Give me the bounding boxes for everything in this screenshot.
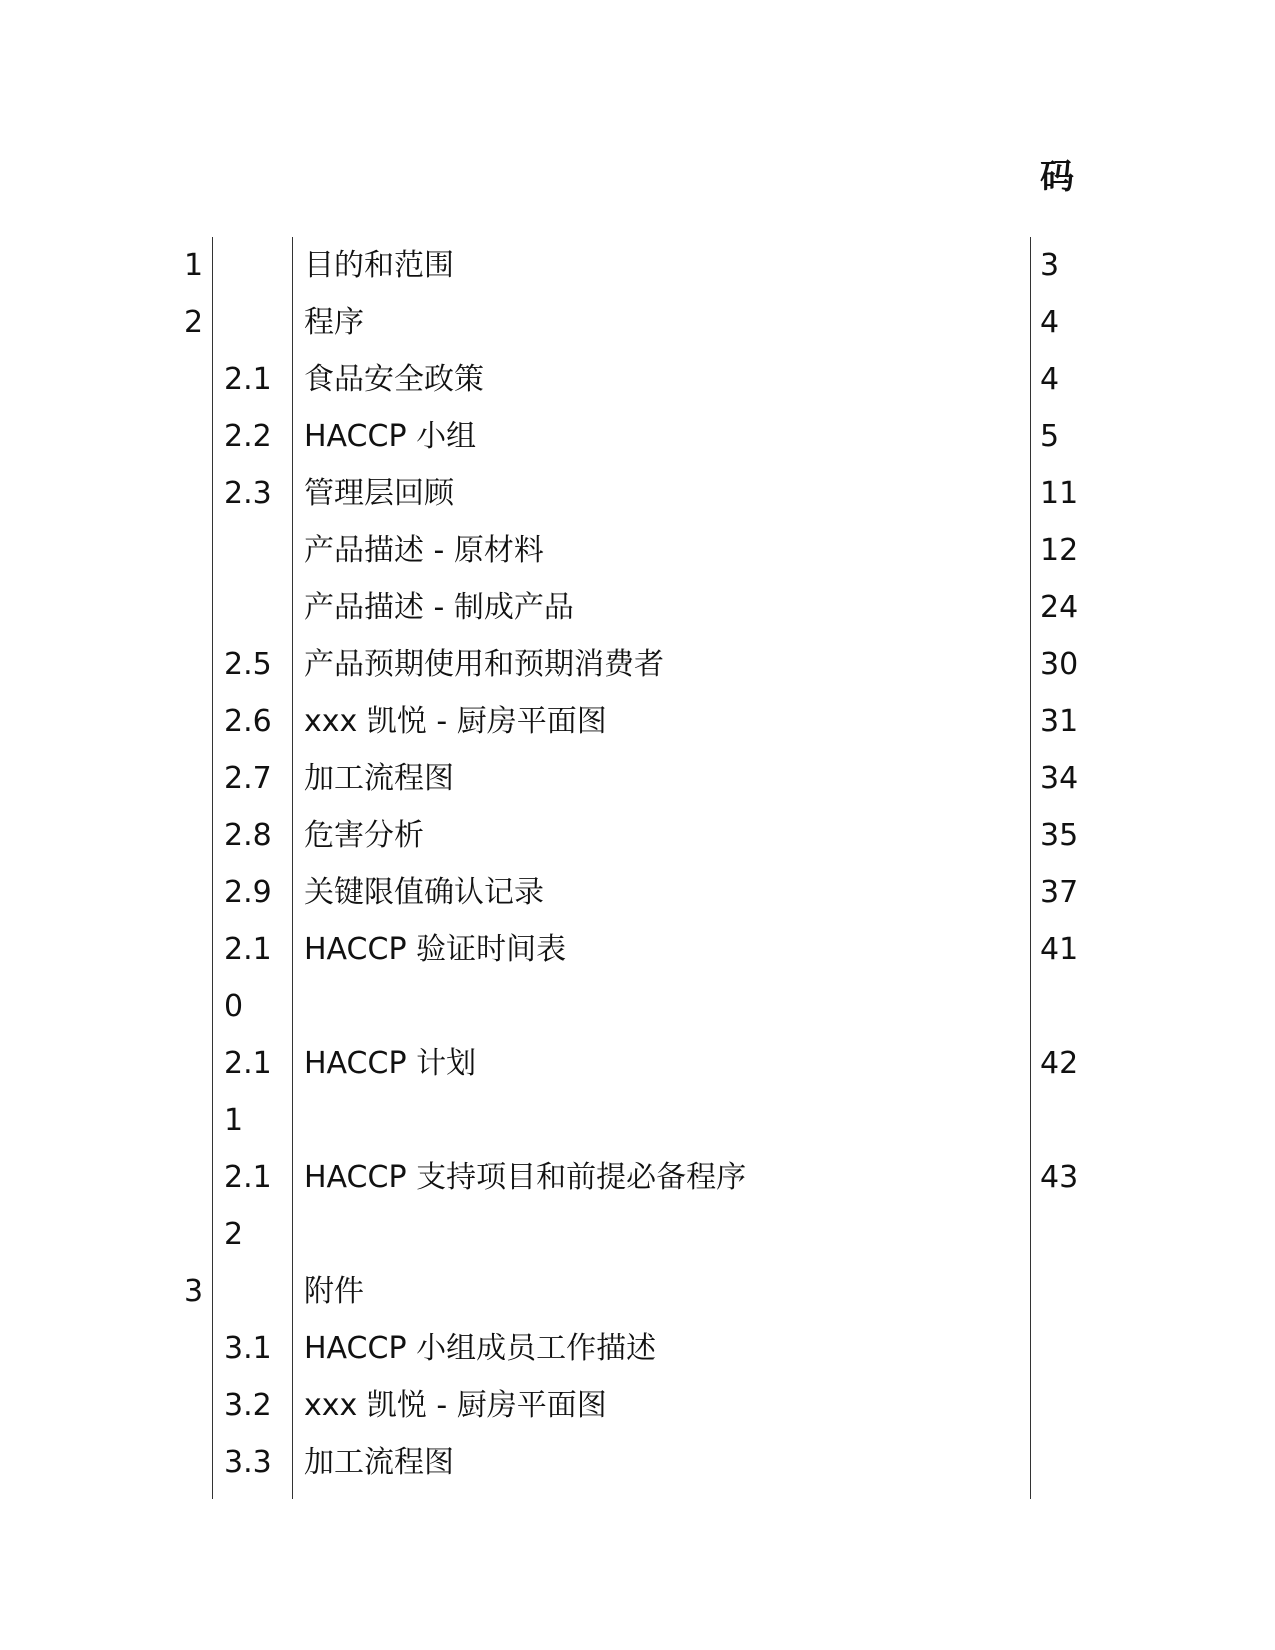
toc-section-number: [184, 408, 208, 465]
toc-row: [0, 237, 1275, 294]
toc-entry-title: 产品预期使用和预期消费者: [304, 647, 664, 682]
toc-page-number: 5: [1040, 419, 1060, 454]
toc-subsection-number: [224, 1263, 288, 1320]
page-header-label: 码: [1040, 157, 1074, 197]
toc-entry-title: 加工流程图: [304, 1445, 454, 1480]
toc-subsection-number: 1: [224, 1103, 244, 1138]
toc-page-number: 4: [1040, 362, 1060, 397]
toc-subsection-number: [224, 294, 288, 351]
toc-page-number: 43: [1040, 1160, 1079, 1195]
toc-entry-title: [304, 978, 1020, 1035]
toc-subsection-number: 2.5: [224, 647, 272, 682]
toc-entry-title: 管理层回顾: [304, 476, 454, 511]
toc-subsection-number: 2.7: [224, 761, 272, 796]
toc-page-number: 37: [1040, 875, 1079, 910]
toc-section-number: [184, 1149, 208, 1206]
toc-entry-title: 关键限值确认记录: [304, 875, 544, 910]
toc-subsection-number: 2.1: [224, 1046, 272, 1081]
toc-section-number: [184, 978, 208, 1035]
toc-row: [0, 1149, 1275, 1206]
toc-row: [0, 750, 1275, 807]
toc-row: [0, 864, 1275, 921]
toc-row: [0, 807, 1275, 864]
toc-section-number: [184, 693, 208, 750]
toc-row: [0, 693, 1275, 750]
toc-section-number: [184, 1320, 208, 1377]
toc-subsection-number: [224, 522, 288, 579]
toc-subsection-number: 2: [224, 1217, 244, 1252]
toc-subsection-number: [224, 579, 288, 636]
toc-page-number: 3: [1040, 248, 1060, 283]
toc-subsection-number: 3.1: [224, 1331, 272, 1366]
toc-subsection-number: 2.8: [224, 818, 272, 853]
toc-subsection-number: 2.9: [224, 875, 272, 910]
toc-section-number: 3: [184, 1274, 204, 1309]
toc-entry-title: [304, 1206, 1020, 1263]
toc-subsection-number: 2.3: [224, 476, 272, 511]
toc-subsection-number: 3.2: [224, 1388, 272, 1423]
toc-section-number: [184, 351, 208, 408]
toc-row: [0, 921, 1275, 978]
toc-page-number: [1040, 1206, 1120, 1263]
toc-entry-title: 食品安全政策: [304, 362, 484, 397]
toc-entry-title: xxx 凯悦 - 厨房平面图: [304, 1388, 607, 1423]
toc-row: [0, 1092, 1275, 1149]
toc-page-number: [1040, 978, 1120, 1035]
toc-subsection-number: 2.1: [224, 1160, 272, 1195]
toc-subsection-number: 0: [224, 989, 244, 1024]
toc-page-number: [1040, 1320, 1120, 1377]
toc-section-number: [184, 1206, 208, 1263]
toc-subsection-number: [224, 237, 288, 294]
toc-page-number: 12: [1040, 533, 1079, 568]
toc-page-number: [1040, 1263, 1120, 1320]
toc-page-number: 35: [1040, 818, 1079, 853]
toc-entry-title: 危害分析: [304, 818, 424, 853]
toc-section-number: [184, 522, 208, 579]
toc-entry-title: 产品描述 - 原材料: [304, 533, 544, 568]
toc-entry-title: HACCP 小组成员工作描述: [304, 1331, 657, 1366]
toc-row: [0, 1035, 1275, 1092]
toc-row: [0, 1377, 1275, 1434]
toc-page-number: 34: [1040, 761, 1079, 796]
toc-row: [0, 465, 1275, 522]
toc-row: [0, 978, 1275, 1035]
toc-section-number: [184, 750, 208, 807]
toc-section-number: [184, 864, 208, 921]
toc-page-number: 24: [1040, 590, 1079, 625]
toc-subsection-number: 2.2: [224, 419, 272, 454]
toc-page-number: 4: [1040, 305, 1060, 340]
toc-page-number: 31: [1040, 704, 1079, 739]
toc-section-number: [184, 465, 208, 522]
toc-entry-title: 产品描述 - 制成产品: [304, 590, 574, 625]
toc-subsection-number: 3.3: [224, 1445, 272, 1480]
toc-page-number: 42: [1040, 1046, 1079, 1081]
toc-row: [0, 1320, 1275, 1377]
toc-entry-title: HACCP 计划: [304, 1046, 477, 1081]
toc-entry-title: 加工流程图: [304, 761, 454, 796]
toc-entry-title: [304, 1092, 1020, 1149]
toc-section-number: [184, 636, 208, 693]
toc-section-number: [184, 921, 208, 978]
toc-row: [0, 522, 1275, 579]
toc-page-number: 30: [1040, 647, 1079, 682]
toc-subsection-number: 2.6: [224, 704, 272, 739]
toc-row: [0, 408, 1275, 465]
toc-section-number: 1: [184, 248, 204, 283]
toc-section-number: 2: [184, 305, 204, 340]
toc-section-number: [184, 1092, 208, 1149]
toc-row: [0, 1434, 1275, 1491]
toc-row: [0, 579, 1275, 636]
toc-section-number: [184, 807, 208, 864]
toc-subsection-number: 2.1: [224, 932, 272, 967]
toc-page-number: [1040, 1434, 1120, 1491]
toc-entry-title: 程序: [304, 305, 364, 340]
toc-entry-title: xxx 凯悦 - 厨房平面图: [304, 704, 607, 739]
toc-subsection-number: 2.1: [224, 362, 272, 397]
toc-page-number: [1040, 1092, 1120, 1149]
toc-row: [0, 636, 1275, 693]
toc-row: [0, 1263, 1275, 1320]
toc-entry-title: HACCP 小组: [304, 419, 477, 454]
toc-entry-title: 附件: [304, 1274, 364, 1309]
toc-row: [0, 294, 1275, 351]
toc-row: [0, 351, 1275, 408]
toc-row: [0, 1206, 1275, 1263]
toc-section-number: [184, 579, 208, 636]
toc-entry-title: 目的和范围: [304, 248, 454, 283]
toc-entry-title: HACCP 验证时间表: [304, 932, 567, 967]
toc-page-number: 11: [1040, 476, 1079, 511]
toc-section-number: [184, 1035, 208, 1092]
toc-section-number: [184, 1434, 208, 1491]
toc-page-number: 41: [1040, 932, 1079, 967]
toc-entry-title: HACCP 支持项目和前提必备程序: [304, 1160, 747, 1195]
toc-page-number: [1040, 1377, 1120, 1434]
toc-section-number: [184, 1377, 208, 1434]
toc-table: [0, 237, 1275, 1499]
